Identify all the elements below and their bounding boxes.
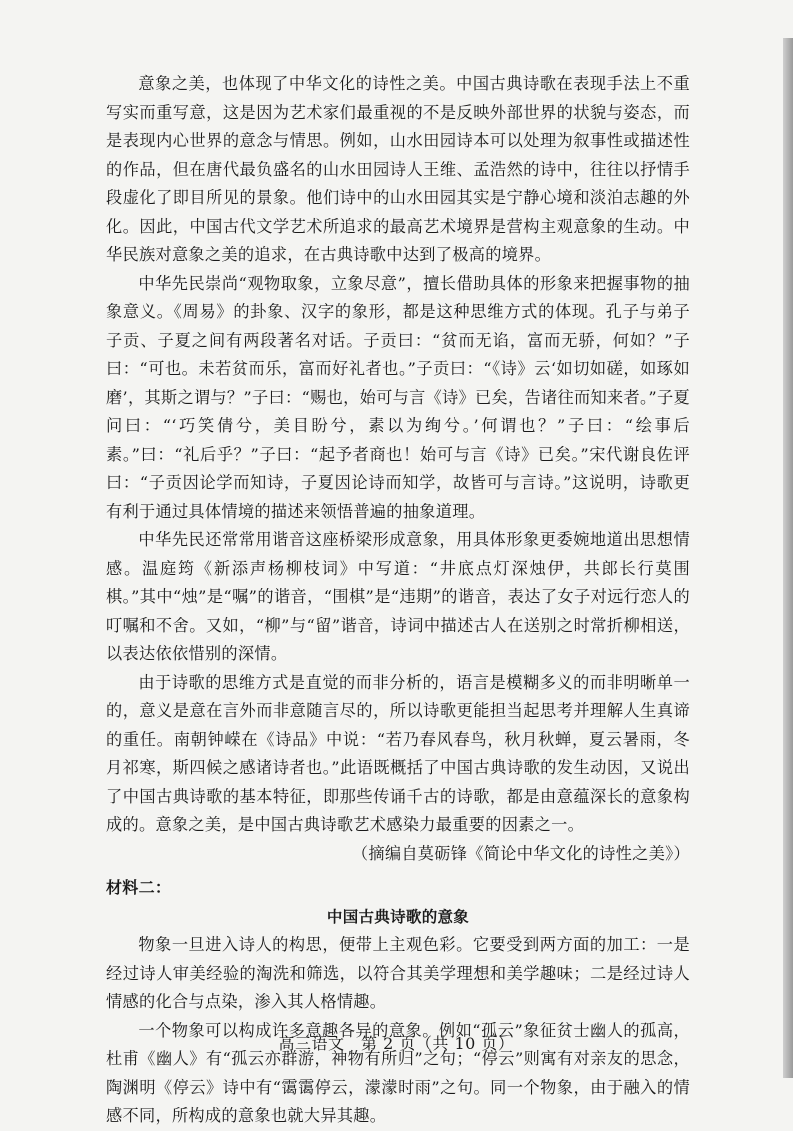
paragraph: 意象之美，也体现了中华文化的诗性之美。中国古典诗歌在表现手法上不重写实而重写意，这是因为艺术家们最重视的不是反映外部世界的状貌与姿态，而是表现内心世界的意念与情思。例如，山水田园诗本可以处理为叙事性或描述性的作品，但在唐代最负盛名的山水田园诗人王维、孟浩然的诗中，往往以抒情手段虚化了即目所见的景象。他们诗中的山水田园其实是宁静心境和淡泊志趣的外化。因此，中国古代文学艺术所追求的最高艺术境界是营构主观意象的生动。中华民族对意象之美的追求，在古典诗歌中达到了极高的境界。: [106, 74, 690, 264]
source-citation: （摘编自莫砺锋《简论中华文化的诗性之美》）: [351, 843, 690, 863]
article-body: [106, 70, 690, 1131]
paragraph: 物象一旦进入诗人的构思，便带上主观色彩。它要受到两方面的加工：一是经过诗人审美经验的淘洗和筛选，以符合其美学理想和美学趣味；二是经过诗人情感的化合与点染，渗入其人格情趣。: [106, 935, 690, 1011]
scan-edge-strip: [783, 38, 793, 1078]
paragraph: 一个物象可以构成许多意趣各异的意象。例如“孤云”象征贫士幽人的孤高，杜甫《幽人》有“孤云亦群游，神物有所归”之句；“停云”则寓有对亲友的思念，陶渊明《停云》诗中有“霭霭停云，濛濛时雨”之句。同一个物象，由于融入的情感不同，所构成的意象也就大异其趣。: [106, 1020, 690, 1125]
paragraph: 由于诗歌的思维方式是直觉的而非分析的，语言是模糊多义的而非明晰单一的，意义是意在言外而非意随言尽的，所以诗歌更能担当起思考并理解人生真谛的重任。南朝钟嵘在《诗品》中说：“若乃春风春鸟，秋月秋蝉，夏云暑雨，冬月祁寒，斯四候之感诸诗者也。”此语既概括了中国古典诗歌的发生动因，又说出了中国古典诗歌的基本特征，即那些传诵千古的诗歌，都是由意蕴深长的意象构成的。意象之美，是中国古典诗歌艺术感染力最重要的因素之一。: [106, 672, 690, 834]
paragraph: 中华先民崇尚“观物取象，立象尽意”，擅长借助具体的形象来把握事物的抽象意义。《周易》的卦象、汉字的象形，都是这种思维方式的体现。孔子与弟子子贡、子夏之间有两段著名对话。子贡曰：“贫而无谄，富而无骄，何如？”子曰：“可也。未若贫而乐，富而好礼者也。”子贡曰：“《诗》云‘如切如磋，如琢如磨’，其斯之谓与？”子曰：“赐也，始可与言《诗》已矣，告诸往而知来者。”子夏问曰：“‘巧笑倩兮，美目盼兮，素以为绚兮。’何谓也？”子曰：“绘事后素。”曰：“礼后乎？”子曰：“起予者商也！始可与言《诗》已矣。”宋代谢良佐评曰：“子贡因论学而知诗，子夏因论诗而知学，故皆可与言诗。”这说明，诗歌更有利于通过具体情境的描述来领悟普遍的抽象道理。: [106, 273, 690, 521]
material2-heading: 材料二：: [106, 878, 172, 897]
paragraph: 中华先民还常常用谐音这座桥梁形成意象，用具体形象更委婉地道出思想情感。温庭筠《新添声杨柳枝词》中写道：“井底点灯深烛伊，共郎长行莫围棋。”其中“烛”是“嘱”的谐音，“围棋”是“违期”的谐音，表达了女子对远行恋人的叮嘱和不舍。又如，“柳”与“留”谐音，诗词中描述古人在送别之时常折柳相送，以表达依依惜别的深情。: [106, 530, 690, 663]
page-footer: 高三语文 第 2 页（共 10 页）: [278, 1034, 515, 1053]
material2-title: 中国古典诗歌的意象: [326, 907, 470, 926]
